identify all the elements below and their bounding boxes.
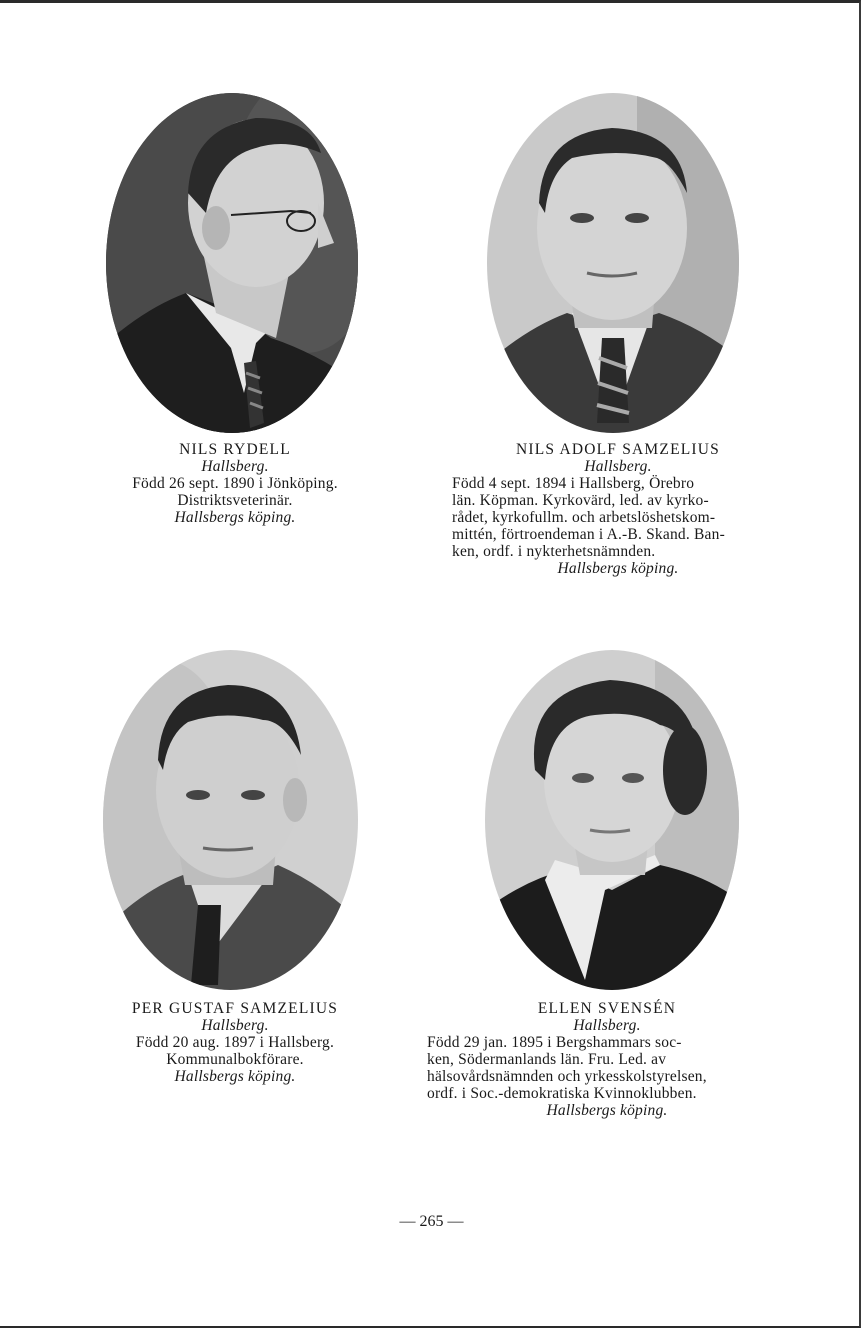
person-name: ELLEN SVENSÉN bbox=[537, 1000, 677, 1017]
residence: Hallsberg. bbox=[573, 1017, 641, 1034]
portrait-nils-rydell bbox=[106, 93, 358, 433]
entry-nils-rydell bbox=[110, 441, 360, 526]
municipality: Hallsbergs köping. bbox=[546, 1102, 668, 1119]
residence: Hallsberg. bbox=[584, 458, 652, 475]
person-name: PER GUSTAF SAMZELIUS bbox=[131, 1000, 339, 1017]
residence: Hallsberg. bbox=[201, 458, 269, 475]
municipality: Hallsbergs köping. bbox=[174, 509, 296, 526]
entry-ellen-svensen bbox=[427, 1000, 787, 1119]
portrait-nils-adolf-samzelius bbox=[487, 93, 739, 433]
bio-line: län. Köpman. Kyrkovärd, led. av kyrko- bbox=[452, 492, 709, 509]
bio-line: ordf. i Soc.-demokratiska Kvinnoklubben. bbox=[427, 1085, 697, 1102]
residence: Hallsberg. bbox=[201, 1017, 269, 1034]
bio-line: ken, ordf. i nykterhetsnämnden. bbox=[452, 543, 656, 560]
municipality: Hallsbergs köping. bbox=[557, 560, 679, 577]
bio-line: Född 29 jan. 1895 i Bergshammars soc- bbox=[427, 1034, 682, 1051]
bio-line: Född 4 sept. 1894 i Hallsberg, Örebro bbox=[452, 475, 695, 492]
bio-line: rådet, kyrkofullm. och arbetslöshetskom- bbox=[452, 509, 716, 526]
bio-line: mittén, förtroendeman i A.-B. Skand. Ban- bbox=[452, 526, 725, 543]
entry-nils-adolf-samzelius bbox=[452, 441, 784, 577]
municipality: Hallsbergs köping. bbox=[174, 1068, 296, 1085]
entry-per-gustaf-samzelius bbox=[95, 1000, 375, 1085]
bio-line: Född 26 sept. 1890 i Jönköping. bbox=[132, 475, 338, 492]
bio-line: Kommunalbokförare. bbox=[166, 1051, 304, 1068]
bio-line: Född 20 aug. 1897 i Hallsberg. bbox=[135, 1034, 335, 1051]
person-name: NILS ADOLF SAMZELIUS bbox=[516, 441, 720, 458]
portrait-per-gustaf-samzelius bbox=[103, 650, 358, 990]
portrait-ellen-svensen bbox=[485, 650, 739, 990]
bio-line: ken, Södermanlands län. Fru. Led. av bbox=[427, 1051, 667, 1068]
person-name: NILS RYDELL bbox=[179, 441, 291, 458]
page-number: — 265 — bbox=[399, 1213, 464, 1230]
bio-line: hälsovårdsnämnden och yrkesskolstyrelsen, bbox=[427, 1068, 707, 1085]
bio-line: Distriktsveterinär. bbox=[177, 492, 293, 509]
